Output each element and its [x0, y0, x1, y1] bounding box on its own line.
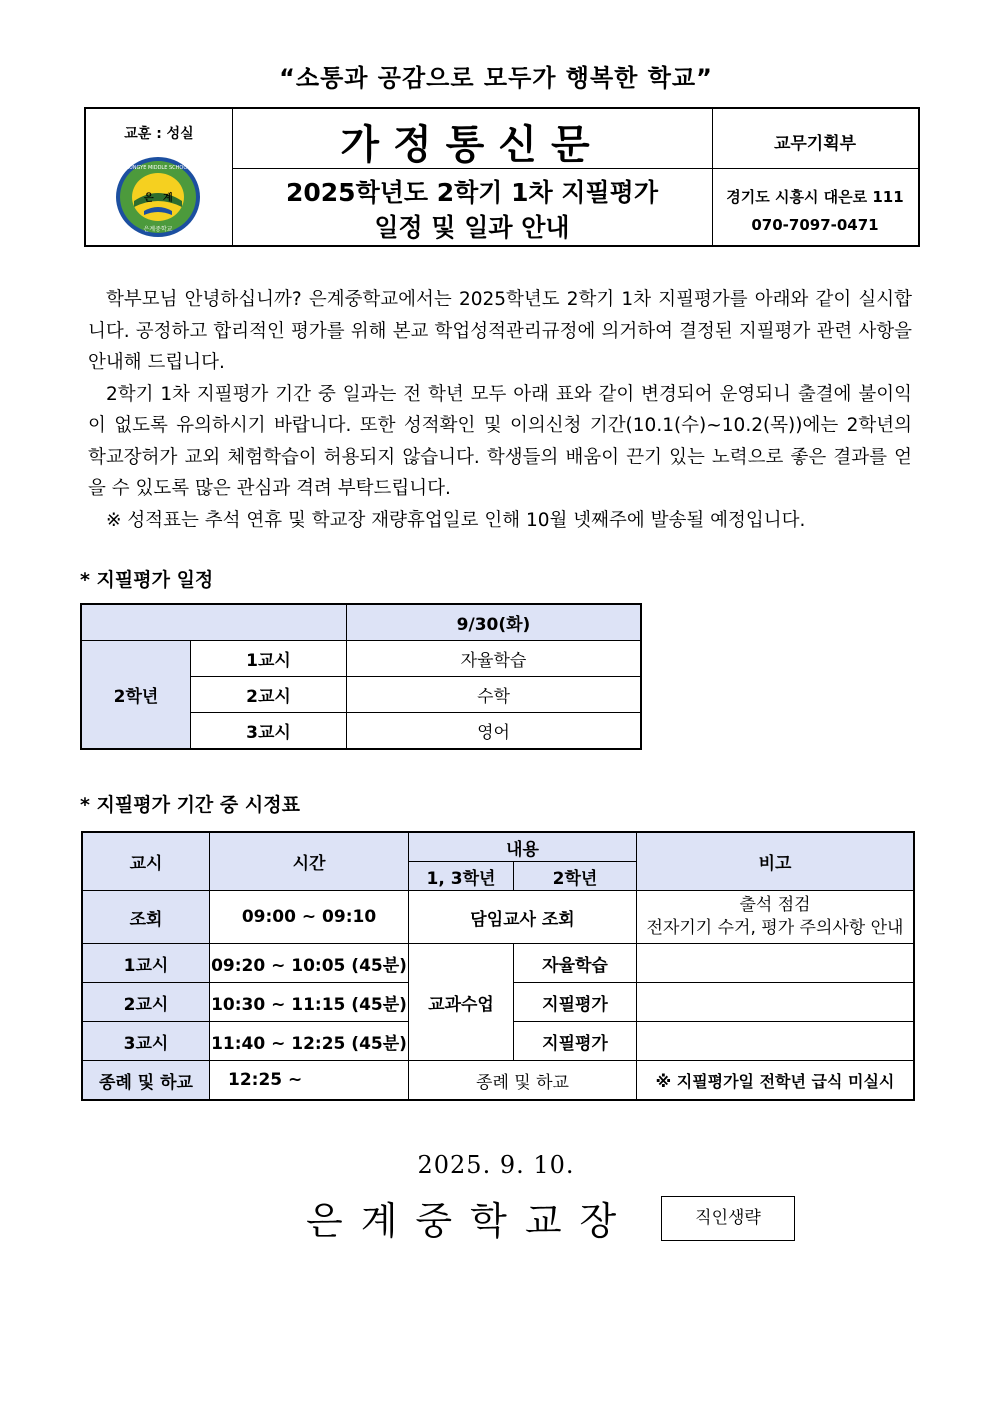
time-header: 시간 — [210, 832, 409, 891]
content-cell: 종례 및 하교 — [409, 1061, 637, 1101]
school-logo — [114, 155, 202, 239]
content-cell: 담임교사 조회 — [409, 891, 637, 944]
header-divider — [232, 168, 712, 169]
timetable-heading: * 지필평가 기간 중 시정표 — [80, 794, 300, 816]
subject-cell: 수학 — [347, 677, 642, 713]
department-name: 교무기획부 — [773, 134, 857, 154]
content-header: 내용 — [409, 832, 637, 862]
period-cell: 3교시 — [82, 1022, 210, 1061]
paragraph-greeting: 학부모님 안녕하십니까? 은계중학교에서는 2025학년도 2학기 1차 지필평가를 아래와 같이 실시합니다. 공정하고 합리적인 평가를 위해 본교 학업성적관리규정에 의거하여 결정된 지필평가 관련 사항을 안내해 드립니다. — [88, 289, 912, 373]
grade2-header: 2학년 — [514, 862, 637, 891]
time-cell: 10:30 ~ 11:15 (45분) — [210, 983, 409, 1022]
note-cell — [637, 944, 915, 983]
exam-schedule-table — [80, 603, 642, 750]
paragraph-schedule-notice: 2학기 1차 지필평가 기간 중 일과는 전 학년 모두 아래 표와 같이 변경되어 운영되니 출결에 불이익이 없도록 유의하시기 바랍니다. 또한 성적확인 및 이의신청 기간(10.1(수)~10.2(목))에는 2학년의 학교장허가 교외 체험학습이 허용되지 않습니다. 학생들의 배움이 끈기 있는 노력으로 좋은 결과를 얻을 수 있도록 많은 관심과 격려 부탁드립니다. — [88, 383, 912, 499]
grade13-content-cell: 교과수업 — [409, 944, 514, 1061]
exam-date-header: 9/30(화) — [347, 604, 642, 641]
note-line: 전자기기 수거, 평가 주의사항 안내 — [646, 918, 904, 938]
logo-top-text: EUNGYE MIDDLE SCHOOL — [125, 165, 191, 171]
period-cell: 1교시 — [82, 944, 210, 983]
time-cell: 11:40 ~ 12:25 (45분) — [210, 1022, 409, 1061]
table-row — [82, 1061, 914, 1101]
note-cell — [637, 983, 915, 1022]
subject-cell: 자율학습 — [347, 641, 642, 677]
grade2-content-cell: 자율학습 — [514, 944, 637, 983]
note-line: 출석 점검 — [739, 895, 811, 915]
period-cell: 2교시 — [191, 677, 347, 713]
principal-name: 은계중학교장 — [306, 1199, 635, 1243]
letter-body — [88, 284, 912, 536]
table-row — [81, 604, 641, 641]
period-cell: 조회 — [82, 891, 210, 944]
table-row — [82, 832, 914, 862]
subtitle-line2: 일정 및 일과 안내 — [374, 213, 570, 242]
school-motto-label: 교훈 : 성실 — [124, 126, 194, 142]
paragraph-report-card-note: ※ 성적표는 추석 연휴 및 학교장 재량휴업일로 인해 10월 넷째주에 발송될 예정입니다. — [106, 509, 806, 531]
logo-left-char: 은 — [144, 193, 154, 204]
time-cell: 12:25 ~ — [210, 1061, 409, 1101]
header-left-cell — [86, 109, 233, 245]
table-row — [81, 641, 641, 677]
newsletter-header — [84, 107, 920, 247]
period-header: 교시 — [82, 832, 210, 891]
newsletter-title: 가정통신문 — [340, 122, 604, 168]
header-title-cell — [232, 109, 713, 245]
period-cell: 종례 및 하교 — [82, 1061, 210, 1101]
logo-right-char: 계 — [163, 193, 173, 204]
seal-omitted-box: 직인생략 — [661, 1196, 795, 1241]
header-info-cell — [712, 109, 918, 245]
grade13-header: 1, 3학년 — [409, 862, 514, 891]
time-cell: 09:00 ~ 09:10 — [210, 891, 409, 944]
school-address: 경기도 시흥시 대은로 111 — [726, 188, 904, 206]
school-phone: 070-7097-0471 — [751, 216, 879, 234]
exam-schedule-heading: * 지필평가 일정 — [80, 569, 214, 591]
note-cell — [637, 891, 915, 944]
timetable-table — [81, 831, 915, 1101]
period-cell: 3교시 — [191, 713, 347, 750]
school-contact — [712, 183, 918, 239]
logo-bottom-text: 은계중학교 — [143, 226, 173, 233]
period-cell: 2교시 — [82, 983, 210, 1022]
time-cell: 09:20 ~ 10:05 (45분) — [210, 944, 409, 983]
issue-date: 2025. 9. 10. — [417, 1151, 575, 1179]
note-header: 비고 — [637, 832, 915, 891]
table-row — [82, 891, 914, 944]
newsletter-subtitle — [232, 175, 712, 245]
subtitle-line1: 2025학년도 2학기 1차 지필평가 — [286, 178, 658, 207]
grade2-content-cell: 지필평가 — [514, 1022, 637, 1061]
note-cell — [637, 1022, 915, 1061]
grade2-content-cell: 지필평가 — [514, 983, 637, 1022]
school-motto-banner: “소통과 공감으로 모두가 행복한 학교” — [279, 64, 713, 92]
grade-cell: 2학년 — [81, 641, 191, 750]
period-cell: 1교시 — [191, 641, 347, 677]
table-row — [82, 944, 914, 983]
subject-cell: 영어 — [347, 713, 642, 750]
empty-header-cell — [81, 604, 347, 641]
note-cell: ※ 지필평가일 전학년 급식 미실시 — [637, 1061, 915, 1101]
header-divider-right — [712, 168, 918, 169]
